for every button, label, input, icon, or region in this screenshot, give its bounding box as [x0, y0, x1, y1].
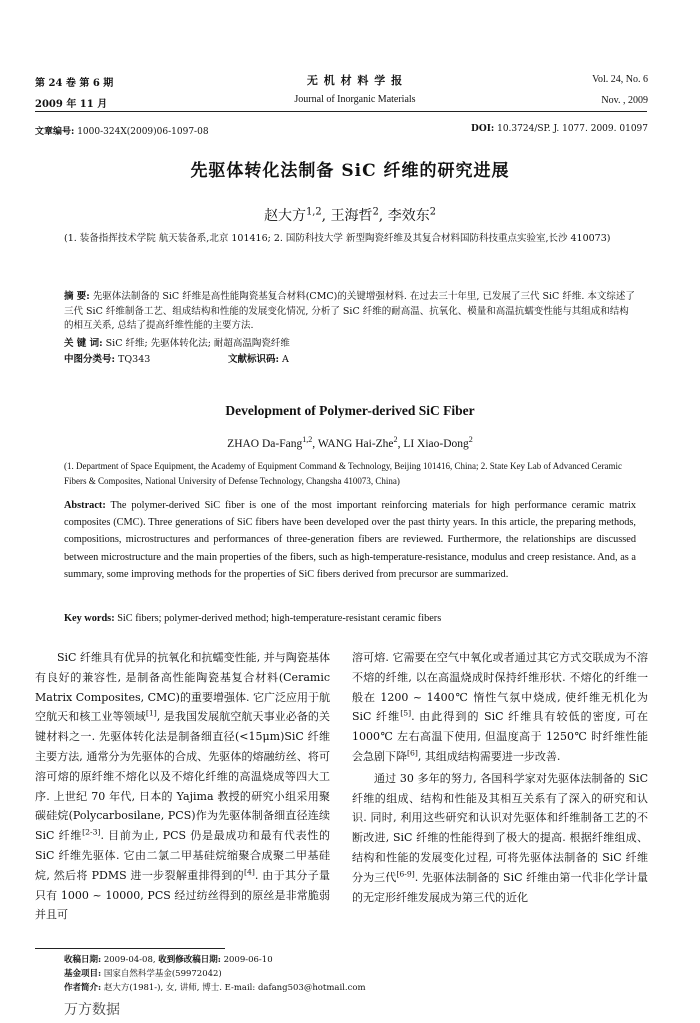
doi: DOI: 10.3724/SP. J. 1077. 2009. 01097 [471, 124, 648, 134]
footnote-author-bio: 作者简介: 赵大方(1981-), 女, 讲师, 博士. E-mail: dafang503@hotmail.com [64, 983, 366, 993]
body-paragraph: 溶可熔. 它需要在空气中氧化或者通过其它方式交联成为不溶不熔的纤维, 以在高温烧成时保持纤维形状. 不熔化的纤维一般在 1200 ~ 1400℃ 惰性气氛中烧成, 使纤维无机化为 SiC 纤维[5]. 由此得到的 SiC 纤维具有较低的密度, 可在 1000℃ 左右高温下使用, 但温度高于 1250℃ 时纤维性能会急剧下降[6], 其组成结构需要进一步改善. [352, 651, 648, 763]
abstract-en: Abstract: The polymer-derived SiC fiber is one of the most important reinforcing materials for high performance ceramic matrix composites (CMC). Three generations of SiC fibers have been developed over the past thirty years. In this article, the preparing methods, compositions, microstructures and performances of three-generation fibers are reviewed. Furthermore, the relationships are discussed between microstructure and the main properties of the fibers, such as high-temperature-resistance, modulus and creep resistance. And, as a summary, some improving methods for the properties of SiC fibers derived from precursor are summarized. [64, 500, 637, 580]
document-code: 文献标识码: A [228, 354, 289, 365]
abstract-cn: 摘 要: 先驱体法制备的 SiC 纤维是高性能陶瓷基复合材料(CMC)的关键增强材料. 在过去三十年里, 已发展了三代 SiC 纤维. 本文综述了三代 SiC 纤维制备工艺、组成结构和性能的发展变化情况, 分析了 SiC 纤维的耐高温、抗氧化、模量和高温抗蠕变性能与其组成和结构的相互关系, 总结了提高纤维性能的主要方法. [64, 291, 635, 332]
journal-name-cn: 无 机 材 料 学 报 [306, 74, 404, 87]
journal-name-en: Journal of Inorganic Materials [294, 94, 416, 105]
title-en: Development of Polymer-derived SiC Fiber [225, 403, 475, 418]
keywords-en: Key words: SiC fibers; polymer-derived method; high-temperature-resistant ceramic fibers [64, 613, 442, 624]
authors-en: ZHAO Da-Fang$^{1,2}$, WANG Hai-Zhe$^2$, LI Xiao-Dong$^2$ [227, 435, 473, 450]
footnote-fund: 基金项目: 国家自然科学基金(59972042) [64, 969, 222, 979]
footnote-dates: 收稿日期: 2009-04-08, 收到修改稿日期: 2009-06-10 [64, 955, 273, 965]
volume-issue-en: Vol. 24, No. 6 [592, 74, 648, 85]
clc-number: 中图分类号: TQ343 [64, 354, 151, 365]
affiliation-cn: (1. 装备指挥技术学院 航天装备系,北京 101416; 2. 国防科技大学 新型陶瓷纤维及其复合材料国防科技重点实验室,长沙 410073) [64, 233, 611, 244]
body-column-right [352, 648, 648, 907]
date-cn: 2009 年 11 月 [35, 99, 108, 110]
date-en: Nov. , 2009 [601, 95, 648, 106]
body-paragraph: SiC 纤维具有优异的抗氧化和抗蠕变性能, 并与陶瓷基体有良好的兼容性, 是制备高性能陶瓷基复合材料(Ceramic Matrix Composites, CMC)的重要增强体. 它广泛应用于航空航天和核工业等领域[1], 是我国发展航空航天事业必备的关键材料之一. 先驱体转化法是制备细直径(<15μm)SiC 纤维主要方法, 通常分为先驱体的合成、先驱体的熔融纺丝、将可溶可熔的原纤维不熔化以及不熔化纤维的高温烧成等四大工序. 上世纪 70 年代, 日本的 Yajima 教授的研究小组采用聚碳硅烷(Polycarbosilane, PCS)作为先驱体制备细直径连续 SiC 纤维[2-3]. 目前为止, PCS 仍是最成功和最有代表性的 SiC 纤维先驱体. 它由二氯二甲基硅烷缩聚合成聚二甲基硅烷, 然后将 PDMS 进一步裂解重排得到的[4]. 由于其分子量只有 1000 ~ 10000, PCS 经过纺丝得到的原丝是非常脆弱并且可 [35, 651, 331, 922]
body-paragraph: 通过 30 多年的努力, 各国科学家对先驱体法制备的 SiC 纤维的组成、结构和性能及其相互关系有了深入的研究和认识. 同时, 利用这些研究和认识对先驱体和纤维制备工艺的不断改进, SiC 纤维的性能得到了极大的提高. 根据纤维组成、结构和性能的发展变化过程, 可将先驱体法制备的 SiC 纤维分为三代[6-9]. 先驱体法制备的 SiC 纤维由第一代非化学计量的无定形纤维发展成为第三代的近化 [352, 771, 648, 904]
header-rule [35, 111, 647, 112]
footnote-rule [35, 948, 225, 949]
body-column-left [35, 648, 330, 925]
authors-cn: 赵大方$^{1,2}$, 王海哲$^2$, 李效东$^2$ [264, 206, 436, 224]
affiliation-en: (1. Department of Space Equipment, the Academy of Equipment Command & Technology, Beijing 101416, China; 2. State Key Lab of Advanced Ceramic Fibers & Composites, National University of Defense Technology, Changsha 410073, China) [64, 461, 622, 486]
keywords-cn: 关 键 词: SiC 纤维; 先驱体转化法; 耐超高温陶瓷纤维 [64, 338, 290, 349]
watermark: 万方数据 [64, 1002, 120, 1018]
volume-issue-cn: 第 24 卷 第 6 期 [35, 78, 114, 89]
title-cn: 先驱体转化法制备 SiC 纤维的研究进展 [190, 161, 510, 181]
article-number: 文章编号: 1000-324X(2009)06-1097-08 [35, 127, 209, 137]
